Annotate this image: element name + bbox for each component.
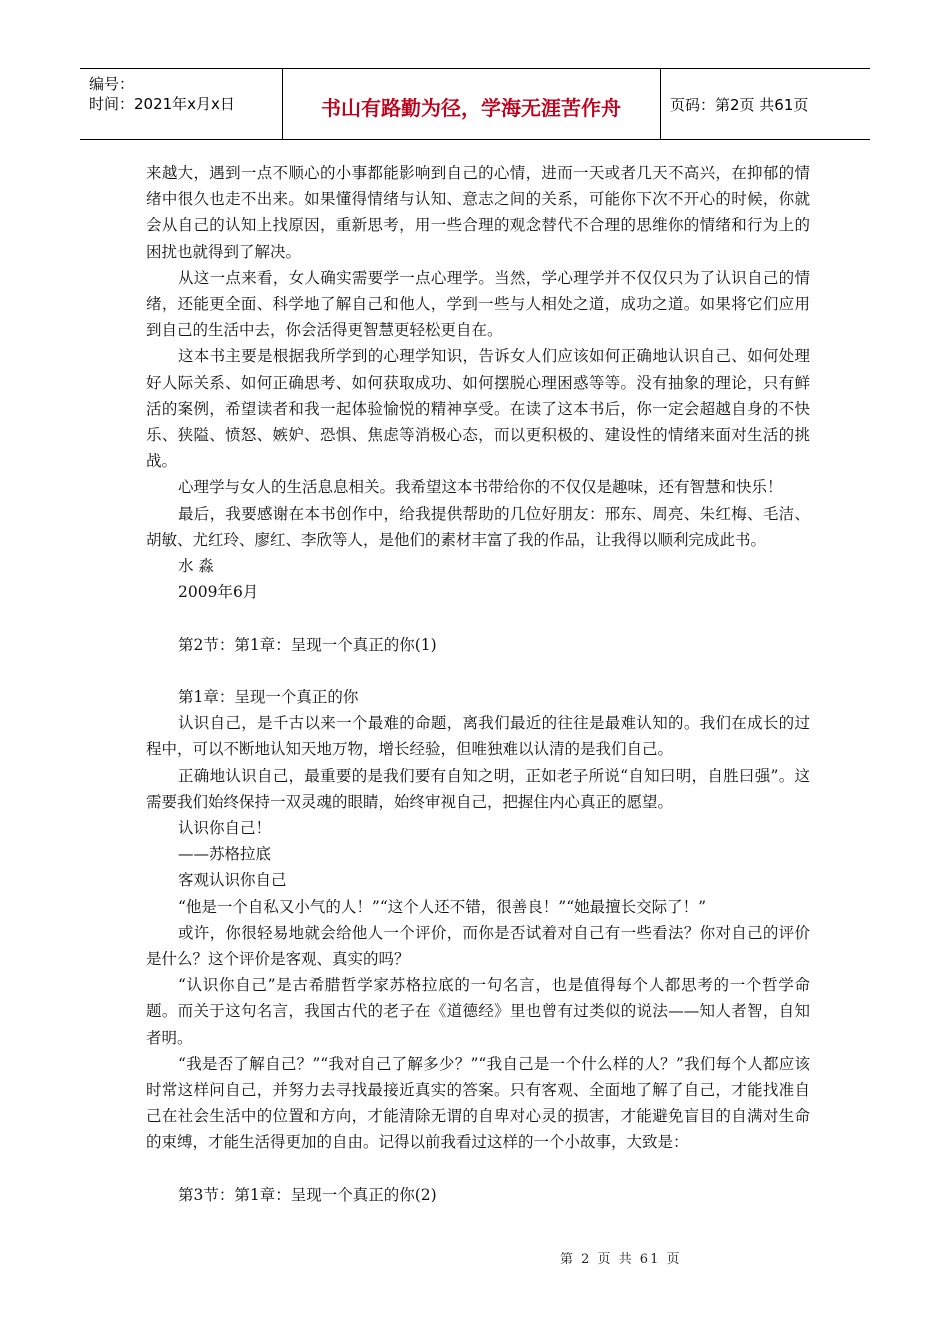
paragraph: 第2节：第1章：呈现一个真正的你(1) bbox=[178, 635, 437, 654]
paragraph: 从这一点来看，女人确实需要学一点心理学。当然，学心理学并不仅仅只为了认识自己的情绪，还能更全面、科学地了解自己和他人，学到一些与人相处之道，成功之道。如果将它们应用到自己的生活中去，你会活得更智慧更轻松更自在。 bbox=[146, 268, 810, 340]
paragraph: 最后，我要感谢在本书创作中，给我提供帮助的几位好朋友：邢东、周亮、朱红梅、毛洁、胡敏、尤红玲、廖红、李欣等人，是他们的素材丰富了我的作品，让我得以顺利完成此书。 bbox=[146, 504, 810, 549]
number-label: 编号： bbox=[89, 75, 135, 93]
paragraph: 来越大，遇到一点不顺心的小事都能影响到自己的心情，进而一天或者几天不高兴，在抑郁的情绪中很久也走不出来。如果懂得情绪与认知、意志之间的关系，可能你下次不开心的时候，你就会从自己的认知上找原因，重新思考，用一些合理的观念替代不合理的思维你的情绪和行为上的困扰也就得到了解决。 bbox=[146, 164, 810, 261]
paragraph: 认识自己，是千古以来一个最难的命题，离我们最近的往往是最难认知的。我们在成长的过程中，可以不断地认知天地万物，增长经验，但唯独难以认清的是我们自己。 bbox=[146, 714, 810, 759]
motto-text: 书山有路勤为径，学海无涯苦作舟 bbox=[321, 96, 621, 120]
page-footer: 第 2 页 共 61 页 bbox=[560, 1252, 682, 1267]
paragraph: “认识你自己”是古希腊哲学家苏格拉底的一句名言，也是值得每个人都思考的一个哲学命题。而关于这句名言，我国古代的老子在《道德经》里也曾有过类似的说法——知人者智，自知者明。 bbox=[146, 976, 810, 1047]
header-meta-cell bbox=[80, 69, 283, 139]
paragraph: 第1章：呈现一个真正的你 bbox=[178, 688, 359, 707]
paragraph: “他是一个自私又小气的人！”“这个人还不错，很善良！”“她最擅长交际了！” bbox=[178, 897, 707, 916]
paragraph: 这本书主要是根据我所学到的心理学知识，告诉女人们应该如何正确地认识自己、如何处理好人际关系、如何正确思考、如何获取成功、如何摆脱心理困惑等等。没有抽象的理论，只有鲜活的案例，希望读者和我一起体验愉悦的精神享受。在读了这本书后，你一定会超越自身的不快乐、狭隘、愤怒、嫉妒、恐惧、焦虑等消极心态，而以更积极的、建设性的情绪来面对生活的挑战。 bbox=[146, 347, 810, 471]
paragraph: ——苏格拉底 bbox=[178, 845, 272, 864]
paragraph: “我是否了解自己？”“我对自己了解多少？”“我自己是一个什么样的人？”我们每个人都应该时常这样问自己，并努力去寻找最接近真实的答案。只有客观、全面地了解了自己，才能找准自己在社会生活中的位置和方向，才能清除无谓的自卑对心灵的损害，才能避免盲目的自满对生命的束缚，才能生活得更加的自由。记得以前我看过这样的一个小故事，大致是： bbox=[146, 1054, 810, 1152]
page-number-label: 页码：第2页 共61页 bbox=[670, 96, 809, 114]
document-body bbox=[146, 160, 810, 1208]
paragraph: 认识你自己！ bbox=[178, 819, 272, 838]
blank-line bbox=[146, 1156, 810, 1182]
header-motto-cell bbox=[282, 69, 661, 139]
paragraph: 水 淼 bbox=[178, 557, 214, 576]
paragraph: 第3节：第1章：呈现一个真正的你(2) bbox=[178, 1185, 437, 1204]
paragraph: 心理学与女人的生活息息相关。我希望这本书带给你的不仅仅是趣味，还有智慧和快乐！ bbox=[178, 478, 783, 497]
paragraph: 或许，你很轻易地就会给他人一个评价，而你是否试着对自己有一些看法？你对自己的评价是什么？这个评价是客观、真实的吗？ bbox=[146, 923, 810, 969]
blank-line bbox=[146, 658, 810, 684]
paragraph: 2009年6月 bbox=[178, 583, 259, 602]
blank-line bbox=[146, 605, 810, 631]
header-page-cell bbox=[660, 69, 870, 139]
paragraph: 客观认识你自己 bbox=[178, 871, 287, 890]
date-label: 时间：2021年x月x日 bbox=[89, 95, 235, 113]
header-table bbox=[80, 68, 870, 140]
paragraph: 正确地认识自己，最重要的是我们要有自知之明，正如老子所说“自知曰明，自胜曰强”。这需要我们始终保持一双灵魂的眼睛，始终审视自己，把握住内心真正的愿望。 bbox=[146, 766, 810, 811]
